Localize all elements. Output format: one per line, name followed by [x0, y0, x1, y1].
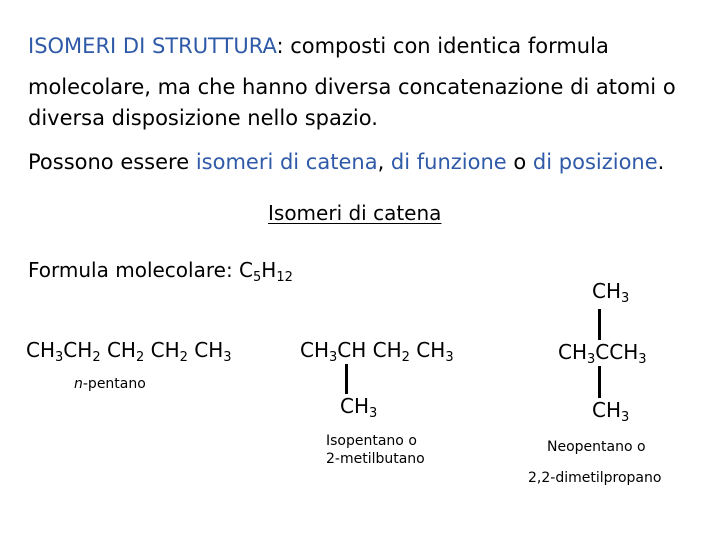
section-title: Isomeri di catena [268, 201, 442, 225]
np-p6: CH [144, 338, 180, 362]
np-p2: CH [63, 338, 93, 362]
np-p8: CH [187, 338, 224, 362]
formula-c-sub: 5 [253, 270, 262, 285]
types-prefix: Possono essere [28, 150, 196, 174]
formula-label: Formula molecolare: C [28, 258, 253, 282]
ip-p1: 3 [329, 350, 338, 365]
ip-p0: CH [300, 338, 330, 362]
neopentane-formula [558, 340, 647, 367]
np-p7: 2 [179, 350, 188, 365]
molecular-formula [28, 258, 293, 285]
neo-t0: CH [592, 279, 622, 303]
ip-p3: 2 [401, 350, 410, 365]
n-pentane-formula [26, 338, 232, 365]
ip-b0: CH [340, 394, 370, 418]
neo-p1: 3 [587, 352, 596, 367]
ip-p5: 3 [445, 350, 454, 365]
neopentane-bottom [592, 398, 630, 425]
formula-h: H [261, 258, 277, 282]
neo-b0: CH [592, 398, 622, 422]
np-p1: 3 [55, 350, 64, 365]
type-funzione: di funzione [390, 150, 507, 174]
np-p0: CH [26, 338, 56, 362]
type-catena: isomeri di catena [195, 150, 378, 174]
neo-p2: CCH [595, 340, 639, 364]
intro-line-3: diversa disposizione nello spazio. [28, 106, 378, 130]
neopentane-bottom-bond [598, 366, 601, 398]
isopentane-formula [300, 338, 454, 365]
ip-p2: CH CH [337, 338, 402, 362]
n-pentane-name-italic: n [74, 376, 83, 392]
ip-p4: CH [409, 338, 446, 362]
np-p4: CH [100, 338, 136, 362]
types-sep-1: , [377, 150, 391, 174]
intro-line-1 [28, 26, 609, 67]
types-suffix: . [657, 150, 665, 174]
neopentane-name-line-1: Neopentano o [547, 439, 646, 455]
neo-p3: 3 [638, 352, 647, 367]
np-p9: 3 [223, 350, 232, 365]
neopentane-top [592, 279, 630, 306]
n-pentane-name-rest: -pentano [82, 376, 146, 392]
np-p3: 2 [92, 350, 101, 365]
heading-isomeri-struttura: ISOMERI DI STRUTTURA [28, 34, 277, 58]
intro-line-1-rest: : composti con identica formula [276, 34, 609, 58]
neo-b1: 3 [621, 410, 630, 425]
neo-p0: CH [558, 340, 588, 364]
isopentane-branch [340, 394, 378, 421]
intro-line-2: molecolare, ma che hanno diversa concatenazione di atomi o [28, 75, 676, 99]
types-sep-2: o [506, 150, 533, 174]
isopentane-name-line-1: Isopentano o [326, 433, 417, 449]
formula-h-sub: 12 [276, 270, 293, 285]
ip-b1: 3 [369, 406, 378, 421]
isopentane-branch-bond [345, 364, 348, 394]
isopentane-name-line-2: 2-metilbutano [326, 451, 425, 467]
neopentane-top-bond [598, 309, 601, 340]
neo-t1: 3 [621, 291, 630, 306]
types-sentence [28, 142, 664, 183]
neopentane-name-line-2: 2,2-dimetilpropano [528, 470, 662, 486]
np-p5: 2 [135, 350, 145, 365]
type-posizione: di posizione [532, 150, 658, 174]
n-pentane-name [74, 376, 146, 392]
